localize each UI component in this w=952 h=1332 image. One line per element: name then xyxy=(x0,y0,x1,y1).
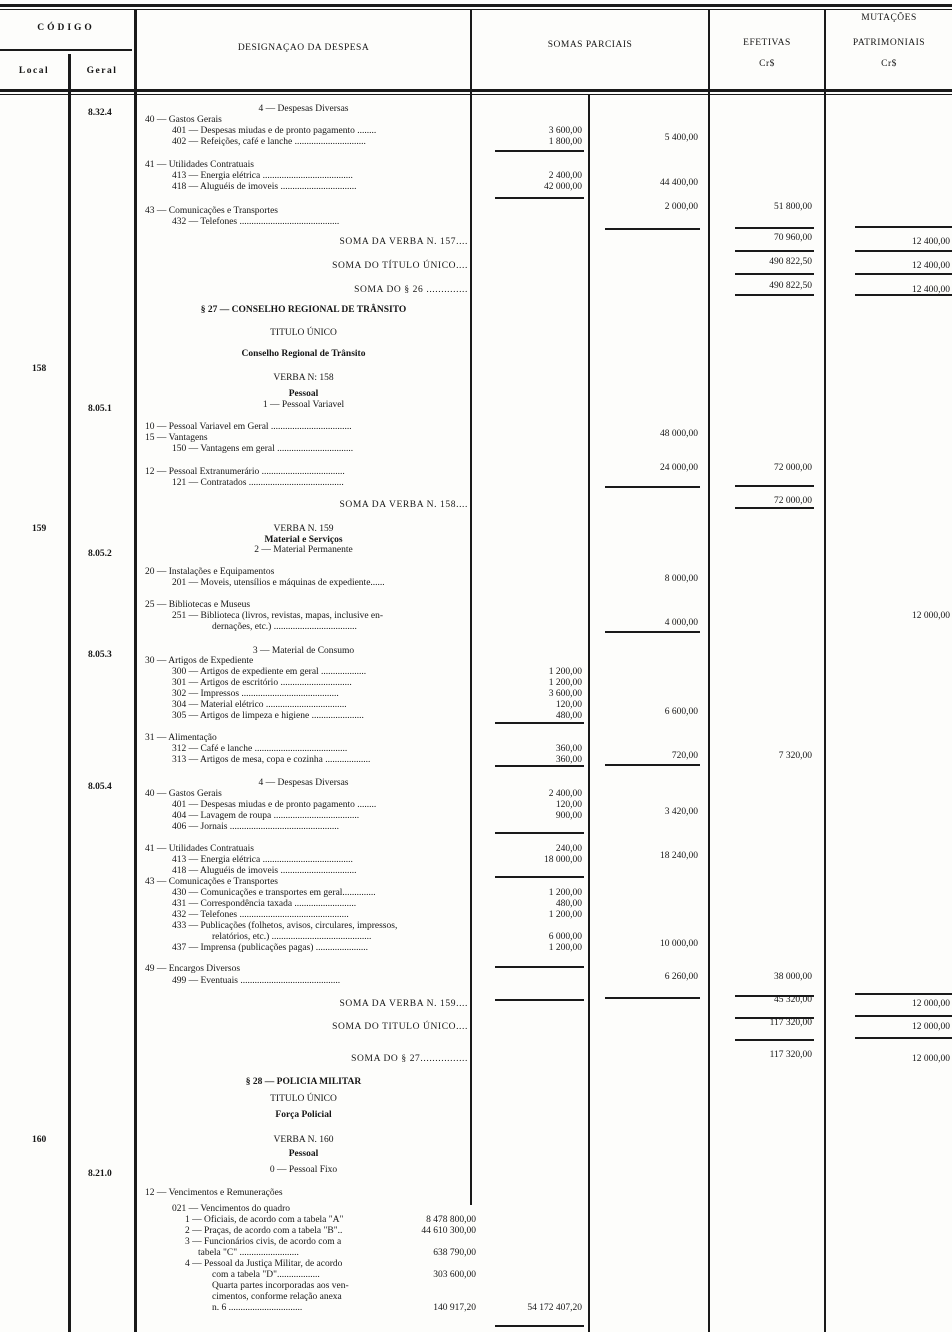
expense-item: 41 — Utilidades Contratuais xyxy=(145,844,254,854)
section-heading: TITULO ÚNICO xyxy=(270,328,337,338)
item-value: 303 600,00 xyxy=(433,1270,476,1280)
efetivas-value: 72 000,00 xyxy=(774,496,812,506)
expense-item: 40 — Gastos Gerais xyxy=(145,115,222,125)
partial-sum-1: 6 000,00 xyxy=(548,932,582,942)
partial-sum-1: 360,00 xyxy=(555,744,582,754)
expense-item: 430 — Comunicações e transportes em geral.............. xyxy=(172,888,376,898)
efetivas-value: 490 822,50 xyxy=(769,257,812,267)
geral-code: 8.05.1 xyxy=(88,404,112,414)
subtotal-rule xyxy=(605,631,700,633)
subtotal-rule xyxy=(495,150,584,152)
local-code: 159 xyxy=(32,524,47,534)
partial-sum-1: 1 200,00 xyxy=(548,943,582,953)
expense-item: 10 — Pessoal Variavel em Geral .................................. xyxy=(145,422,352,432)
partial-sum-1: 120,00 xyxy=(555,700,582,710)
partial-sum-1: 1 200,00 xyxy=(548,888,582,898)
efetivas-value: 490 822,50 xyxy=(769,281,812,291)
partial-sum-2: 720,00 xyxy=(671,751,698,761)
expense-item: 304 — Material elétrico .................................. xyxy=(172,700,347,710)
expense-item: 401 — Despesas miudas e de pronto pagamento ........ xyxy=(172,126,377,136)
efetivas-value: 70 960,00 xyxy=(774,233,812,243)
subtotal-rule xyxy=(855,273,952,275)
header-local: Local xyxy=(18,66,50,76)
expense-item: cimentos, conforme relação anexa xyxy=(212,1292,342,1302)
total-label: SOMA DA VERBA N. 158.... xyxy=(339,500,468,510)
column-line xyxy=(134,10,137,1332)
header-bottom-rule xyxy=(0,89,952,92)
efetivas-value: 72 000,00 xyxy=(774,463,812,473)
subtotal-rule xyxy=(855,226,952,228)
expense-item: 300 — Artigos de expediente em geral ................... xyxy=(172,667,367,677)
total-label: SOMA DA VERBA N. 157.... xyxy=(339,237,468,247)
expense-item: 2 — Praças, de acordo com a tabela "B".. xyxy=(185,1226,343,1236)
total-label: SOMA DO TÍTULO ÚNICO.... xyxy=(332,261,468,271)
partial-sum-2: 8 000,00 xyxy=(664,574,698,584)
expense-item: Quarta partes incorporadas aos ven- xyxy=(212,1281,349,1291)
section-heading: Força Policial xyxy=(275,1110,332,1120)
expense-item: 30 — Artigos de Expediente xyxy=(145,656,254,666)
section-heading: 4 — Despesas Diversas xyxy=(258,104,349,114)
codigo-divider xyxy=(0,49,132,51)
partial-sum-1: 18 000,00 xyxy=(544,855,582,865)
expense-item: 301 — Artigos de escritório .............................. xyxy=(172,678,352,688)
section-heading: Material e Serviços xyxy=(264,535,343,545)
geral-code: 8.32.4 xyxy=(88,108,112,118)
expense-item: 418 — Aluguéis de imoveis ................................ xyxy=(172,866,357,876)
expense-item: 437 — Imprensa (publicações pagas) ...................... xyxy=(172,943,369,953)
local-code: 160 xyxy=(32,1135,47,1145)
header-codigo: CÓDIGO xyxy=(37,23,95,33)
subtotal-rule xyxy=(855,993,952,995)
partial-sum-2: 6 600,00 xyxy=(664,707,698,717)
top-double-rule xyxy=(0,4,952,7)
section-heading: 1 — Pessoal Variavel xyxy=(262,400,345,410)
partial-sum-2: 2 000,00 xyxy=(664,202,698,212)
expense-item: 20 — Instalações e Equipamentos xyxy=(145,567,275,577)
mutacoes-value: 12 400,00 xyxy=(912,285,950,295)
mutacoes-value: 12 400,00 xyxy=(912,261,950,271)
expense-item: 021 — Vencimentos do quadro xyxy=(172,1204,291,1214)
subtotal-rule xyxy=(495,876,584,878)
efetivas-value: 7 320,00 xyxy=(778,751,812,761)
header-patrimoniais: PATRIMONIAIS xyxy=(852,38,926,48)
expense-item: 499 — Eventuais .......................................... xyxy=(172,976,341,986)
partial-sum-2: 24 000,00 xyxy=(660,463,698,473)
column-line xyxy=(68,54,71,1332)
subtotal-rule xyxy=(495,966,584,968)
partial-sum-1: 240,00 xyxy=(555,844,582,854)
section-heading: 2 — Material Permanente xyxy=(254,545,353,555)
subtotal-rule xyxy=(605,486,700,488)
partial-sum-1: 2 400,00 xyxy=(548,789,582,799)
expense-item: 413 — Energia elétrica ...................................... xyxy=(172,171,353,181)
expense-item: 402 — Refeições, café e lanche .............................. xyxy=(172,137,366,147)
subtotal-rule xyxy=(495,722,584,724)
mutacoes-value: 12 400,00 xyxy=(912,237,950,247)
partial-sum-1: 900,00 xyxy=(555,811,582,821)
expense-item: 432 — Telefones .......................................... xyxy=(172,217,340,227)
partial-sum-1: 360,00 xyxy=(555,755,582,765)
subtotal-rule xyxy=(605,764,700,766)
subtotal-rule xyxy=(735,485,814,487)
geral-code: 8.21.0 xyxy=(88,1169,112,1179)
expense-item: relatórios, etc.) .......................................... xyxy=(212,932,372,942)
subtotal-rule xyxy=(855,250,952,252)
column-line xyxy=(824,10,826,1332)
mutacoes-value: 12 000,00 xyxy=(912,1054,950,1064)
section-heading: Pessoal xyxy=(288,1149,319,1159)
partial-sum-1: 1 800,00 xyxy=(548,137,582,147)
item-value: 44 610 300,00 xyxy=(421,1226,476,1236)
column-line xyxy=(708,10,710,1332)
subtotal-rule xyxy=(735,273,814,275)
expense-item: 201 — Moveis, utensílios e máquinas de expediente...... xyxy=(172,578,385,588)
section-heading: VERBA N. 159 xyxy=(273,524,334,534)
subtotal-rule xyxy=(735,294,814,296)
item-value: 140 917,20 xyxy=(433,1303,476,1313)
expense-item: 418 — Aluguéis de imoveis ................................ xyxy=(172,182,357,192)
item-value: 8 478 800,00 xyxy=(426,1215,476,1225)
total-label: SOMA DO § 26 .............. xyxy=(354,285,468,295)
expense-item: 302 — Impressos ......................................... xyxy=(172,689,339,699)
section-heading: 0 — Pessoal Fixo xyxy=(269,1165,338,1175)
item-value: 638 790,00 xyxy=(433,1248,476,1258)
partial-sum-1: 42 000,00 xyxy=(544,182,582,192)
mutacoes-value: 12 000,00 xyxy=(912,999,950,1009)
total-label: SOMA DO § 27................ xyxy=(351,1054,468,1064)
expense-item: 43 — Comunicações e Transportes xyxy=(145,206,278,216)
expense-item: 12 — Pessoal Extranumerário ................................... xyxy=(145,467,345,477)
partial-sum-1: 1 200,00 xyxy=(548,910,582,920)
subtotal-rule xyxy=(735,507,814,509)
expense-item: com a tabela "D".................. xyxy=(212,1270,320,1280)
subtotal-rule xyxy=(495,197,584,199)
total-label: SOMA DO TITULO ÚNICO.... xyxy=(332,1022,468,1032)
header-mutacoes: MUTAÇÕES xyxy=(861,13,917,23)
header-bottom-rule-2 xyxy=(0,94,952,95)
expense-item: 3 — Funcionários civis, de acordo com a xyxy=(185,1237,342,1247)
column-line xyxy=(588,95,590,1332)
expense-item: 43 — Comunicações e Transportes xyxy=(145,877,278,887)
section-heading: VERBA N: 158 xyxy=(273,373,334,383)
subtotal-rule xyxy=(855,1015,952,1017)
total-label: SOMA DA VERBA N. 159.... xyxy=(339,999,468,1009)
expense-item: 40 — Gastos Gerais xyxy=(145,789,222,799)
subtotal-rule xyxy=(735,1039,814,1041)
partial-sum-2: 10 000,00 xyxy=(660,939,698,949)
expense-item: 431 — Correspondência taxada .......................... xyxy=(172,899,357,909)
partial-sum-2: 6 260,00 xyxy=(664,972,698,982)
expense-item: 251 — Biblioteca (livros, revistas, mapas, inclusive en- xyxy=(172,611,384,621)
mutacoes-value: 12 000,00 xyxy=(912,1022,950,1032)
partial-sum-1: 3 600,00 xyxy=(548,126,582,136)
expense-item: 1 — Oficiais, de acordo com a tabela "A" xyxy=(185,1215,344,1225)
expense-item: dernações, etc.) ................................... xyxy=(212,622,357,632)
expense-item: n. 6 ............................... xyxy=(212,1303,303,1313)
expense-item: 313 — Artigos de mesa, copa e cozinha ................... xyxy=(172,755,371,765)
efetivas-value: 38 000,00 xyxy=(774,972,812,982)
expense-item: 401 — Despesas miudas e de pronto pagamento ........ xyxy=(172,800,377,810)
header-efetivas: EFETIVAS xyxy=(743,38,791,48)
partial-sum-2: 3 420,00 xyxy=(664,807,698,817)
subtotal-rule xyxy=(605,997,700,999)
section-heading: 4 — Despesas Diversas xyxy=(258,778,349,788)
expense-item: 150 — Vantagens em geral ................................ xyxy=(172,444,354,454)
expense-item: 305 — Artigos de limpeza e higiene ...................... xyxy=(172,711,364,721)
subtotal-rule xyxy=(735,250,814,252)
partial-sum-2: 18 240,00 xyxy=(660,851,698,861)
expense-item: 31 — Alimentação xyxy=(145,733,217,743)
section-heading: § 27 — CONSELHO REGIONAL DE TRÂNSITO xyxy=(200,305,407,315)
partial-sum-1: 54 172 407,20 xyxy=(527,1303,582,1313)
geral-code: 8.05.3 xyxy=(88,650,112,660)
header-designacao: DESIGNAÇAO DA DESPESA xyxy=(237,43,370,53)
efetivas-value: 45 320,00 xyxy=(774,995,812,1005)
section-heading: 3 — Material de Consumo xyxy=(252,646,355,656)
expense-item: 41 — Utilidades Contratuais xyxy=(145,160,254,170)
top-double-rule-2 xyxy=(0,9,952,10)
partial-sum-1: 2 400,00 xyxy=(548,171,582,181)
partial-sum-1: 1 200,00 xyxy=(548,678,582,688)
partial-sum-2: 44 400,00 xyxy=(660,178,698,188)
expense-item: 406 — Jornais .............................................. xyxy=(172,822,340,832)
header-mutacoes-unit: Cr$ xyxy=(881,59,897,69)
subtotal-rule xyxy=(735,227,814,229)
efetivas-value: 117 320,00 xyxy=(769,1018,812,1028)
partial-sum-1: 1 200,00 xyxy=(548,667,582,677)
partial-sum-1: 480,00 xyxy=(555,899,582,909)
section-heading: TITULO ÚNICO xyxy=(270,1094,337,1104)
expense-item: 15 — Vantagens xyxy=(145,433,208,443)
expense-item: tabela "C" ......................... xyxy=(198,1248,299,1258)
geral-code: 8.05.2 xyxy=(88,549,112,559)
section-heading: Conselho Regional de Trânsito xyxy=(241,349,366,359)
expense-item: 25 — Bibliotecas e Museus xyxy=(145,600,251,610)
header-efetivas-unit: Cr$ xyxy=(759,59,775,69)
subtotal-rule xyxy=(495,1325,584,1327)
subtotal-rule xyxy=(495,999,584,1001)
partial-sum-2: 4 000,00 xyxy=(664,618,698,628)
expense-item: 404 — Lavagem de roupa .................................... xyxy=(172,811,360,821)
partial-sum-2: 48 000,00 xyxy=(660,429,698,439)
header-geral: Geral xyxy=(86,66,118,76)
efetivas-value: 51 800,00 xyxy=(774,202,812,212)
expense-item: 432 — Telefones .............................................. xyxy=(172,910,349,920)
efetivas-value: 117 320,00 xyxy=(769,1050,812,1060)
column-line xyxy=(470,10,472,1205)
partial-sum-2: 5 400,00 xyxy=(664,133,698,143)
section-heading: VERBA N. 160 xyxy=(273,1135,334,1145)
expense-item: 121 — Contratados ........................................ xyxy=(172,478,344,488)
partial-sum-1: 120,00 xyxy=(555,800,582,810)
expense-item: 413 — Energia elétrica ...................................... xyxy=(172,855,353,865)
partial-sum-1: 480,00 xyxy=(555,711,582,721)
expense-item: 433 — Publicações (folhetos, avisos, circulares, impressos, xyxy=(172,921,398,931)
mutacoes-value: 12 000,00 xyxy=(912,611,950,621)
geral-code: 8.05.4 xyxy=(88,782,112,792)
subtotal-rule xyxy=(495,832,584,834)
expense-item: 312 — Café e lanche ....................................... xyxy=(172,744,348,754)
expense-item: 4 — Pessoal da Justiça Militar, de acordo xyxy=(185,1259,343,1269)
local-code: 158 xyxy=(32,364,47,374)
section-heading: Pessoal xyxy=(288,389,319,399)
expense-item: 49 — Encargos Diversos xyxy=(145,964,241,974)
header-somas-parciais: SOMAS PARCIAIS xyxy=(547,40,633,50)
expense-item: 12 — Vencimentos e Remunerações xyxy=(145,1188,283,1198)
section-heading: § 28 — POLICIA MILITAR xyxy=(245,1077,362,1087)
subtotal-rule xyxy=(605,228,700,230)
subtotal-rule xyxy=(855,1037,952,1039)
partial-sum-1: 3 600,00 xyxy=(548,689,582,699)
